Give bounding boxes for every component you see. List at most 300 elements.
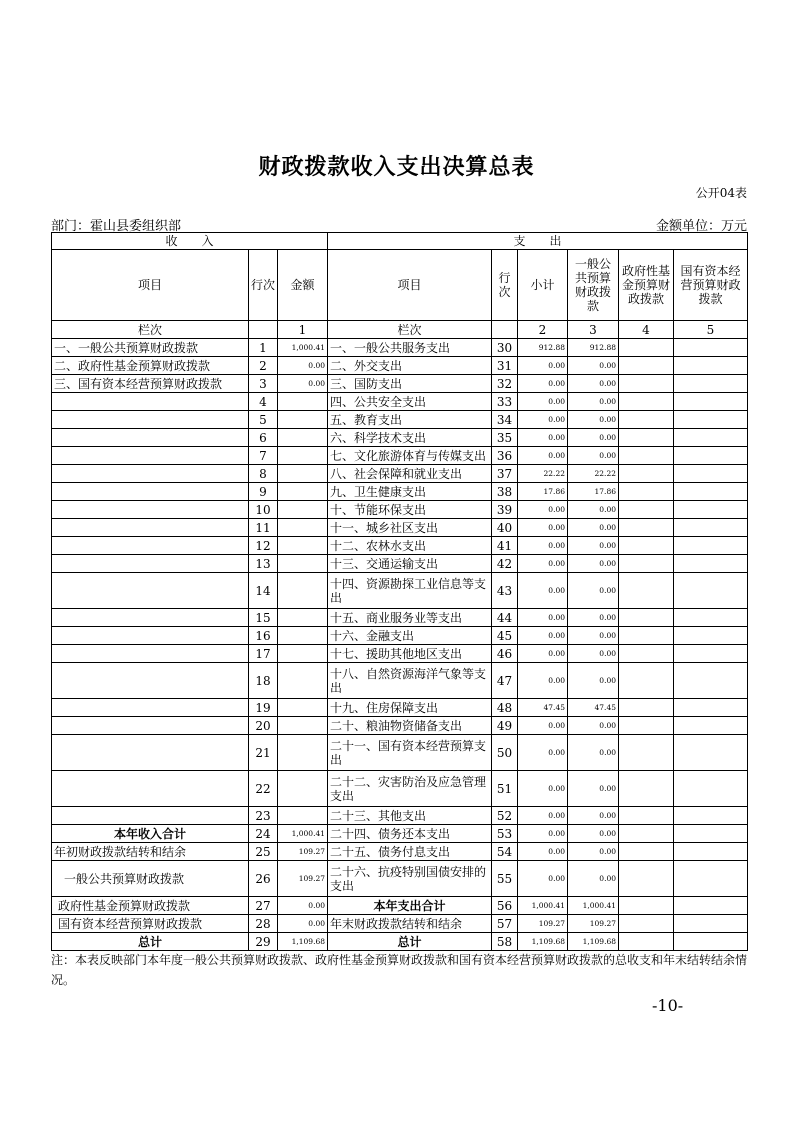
subtotal-amount: 0.00 (518, 861, 568, 897)
expense-item: 十七、援助其他地区支出 (328, 645, 492, 663)
table-row (52, 645, 748, 663)
general-budget-amount: 0.00 (568, 573, 619, 609)
table-row (52, 519, 748, 537)
income-amount (278, 519, 328, 537)
col-1: 1 (278, 321, 328, 339)
expense-item: 九、卫生健康支出 (328, 483, 492, 501)
table-row (52, 699, 748, 717)
state-capital-amount (674, 843, 748, 861)
column-number-row (52, 321, 748, 339)
expense-item: 十八、自然资源海洋气象等支出 (328, 663, 492, 699)
expense-item: 二十、粮油物资储备支出 (328, 717, 492, 735)
income-row-no: 20 (249, 717, 278, 735)
expense-item: 四、公共安全支出 (328, 393, 492, 411)
income-row-no: 16 (249, 627, 278, 645)
income-item (52, 519, 249, 537)
income-item: 本年收入合计 (52, 825, 249, 843)
empty-cell (249, 321, 278, 339)
gov-fund-amount (619, 717, 674, 735)
income-item (52, 411, 249, 429)
general-budget-amount: 1,109.68 (568, 933, 619, 951)
expense-row-no: 39 (492, 501, 518, 519)
table-row (52, 393, 748, 411)
income-amount (278, 573, 328, 609)
section-header-row (52, 233, 748, 250)
state-capital-amount (674, 645, 748, 663)
expense-row-no: 51 (492, 771, 518, 807)
expense-row-no: 48 (492, 699, 518, 717)
state-capital-amount (674, 393, 748, 411)
department-label: 部门：霍山县委组织部 (51, 219, 182, 234)
expense-row-no: 49 (492, 717, 518, 735)
income-item (52, 717, 249, 735)
subtotal-amount: 0.00 (518, 537, 568, 555)
state-capital-amount (674, 357, 748, 375)
table-row (52, 573, 748, 609)
budget-table (51, 232, 748, 951)
expense-item: 七、文化旅游体育与传媒支出 (328, 447, 492, 465)
general-budget-amount: 0.00 (568, 519, 619, 537)
table-row (52, 663, 748, 699)
gov-fund-amount (619, 861, 674, 897)
gov-fund-amount (619, 645, 674, 663)
table-row (52, 825, 748, 843)
income-amount (278, 609, 328, 627)
column-header-row (52, 250, 748, 321)
state-capital-amount (674, 735, 748, 771)
table-row (52, 861, 748, 897)
income-amount (278, 447, 328, 465)
income-item (52, 771, 249, 807)
expense-item: 十一、城乡社区支出 (328, 519, 492, 537)
unit-label: 金额单位：万元 (655, 219, 747, 234)
expense-item: 十五、商业服务业等支出 (328, 609, 492, 627)
expense-item: 年末财政拨款结转和结余 (328, 915, 492, 933)
income-amount: 109.27 (278, 843, 328, 861)
gov-fund-amount (619, 663, 674, 699)
expense-item: 二、外交支出 (328, 357, 492, 375)
page-number: -10- (652, 996, 684, 1015)
expense-row-no: 30 (492, 339, 518, 357)
income-row-no: 2 (249, 357, 278, 375)
income-row-no: 9 (249, 483, 278, 501)
income-header: 收 入 (52, 233, 328, 250)
general-budget-amount: 0.00 (568, 555, 619, 573)
income-item (52, 609, 249, 627)
expense-row-no: 50 (492, 735, 518, 771)
state-capital-amount (674, 429, 748, 447)
income-item (52, 429, 249, 447)
gov-fund-amount (619, 555, 674, 573)
expense-item: 十九、住房保障支出 (328, 699, 492, 717)
expense-row-no: 32 (492, 375, 518, 393)
income-amount: 0.00 (278, 375, 328, 393)
table-row (52, 411, 748, 429)
expense-item: 十二、农林水支出 (328, 537, 492, 555)
expense-row-no: 36 (492, 447, 518, 465)
subtotal-header: 小计 (518, 250, 568, 321)
table-row (52, 357, 748, 375)
income-row-no: 11 (249, 519, 278, 537)
general-budget-amount: 0.00 (568, 861, 619, 897)
general-budget-amount: 0.00 (568, 645, 619, 663)
income-row-no: 15 (249, 609, 278, 627)
income-amount: 0.00 (278, 915, 328, 933)
gov-fund-amount (619, 897, 674, 915)
subtotal-amount: 912.88 (518, 339, 568, 357)
gov-fund-amount (619, 519, 674, 537)
state-capital-amount (674, 699, 748, 717)
income-item: 一般公共预算财政拨款 (52, 861, 249, 897)
gov-fund-header: 政府性基金预算财政拨款 (619, 250, 674, 321)
subtotal-amount: 47.45 (518, 699, 568, 717)
expense-item: 六、科学技术支出 (328, 429, 492, 447)
income-row-no: 18 (249, 663, 278, 699)
expense-row-no: 52 (492, 807, 518, 825)
subtotal-amount: 0.00 (518, 735, 568, 771)
income-amount-header: 金额 (278, 250, 328, 321)
subtotal-amount: 0.00 (518, 663, 568, 699)
income-item (52, 537, 249, 555)
expense-row-no: 46 (492, 645, 518, 663)
expense-item: 三、国防支出 (328, 375, 492, 393)
expense-item: 二十三、其他支出 (328, 807, 492, 825)
income-item: 二、政府性基金预算财政拨款 (52, 357, 249, 375)
state-capital-amount (674, 933, 748, 951)
expense-header: 支 出 (328, 233, 748, 250)
expense-row-no: 31 (492, 357, 518, 375)
income-amount: 1,000.41 (278, 339, 328, 357)
income-row-no: 22 (249, 771, 278, 807)
income-item (52, 555, 249, 573)
gov-fund-amount (619, 339, 674, 357)
gov-fund-amount (619, 735, 674, 771)
state-capital-amount (674, 897, 748, 915)
gov-fund-amount (619, 627, 674, 645)
subtotal-amount: 0.00 (518, 393, 568, 411)
income-amount (278, 645, 328, 663)
general-budget-amount: 0.00 (568, 501, 619, 519)
expense-row-no: 33 (492, 393, 518, 411)
expense-item: 二十二、灾害防治及应急管理支出 (328, 771, 492, 807)
general-budget-amount: 912.88 (568, 339, 619, 357)
subtotal-amount: 0.00 (518, 555, 568, 573)
expense-row-no: 57 (492, 915, 518, 933)
general-budget-amount: 22.22 (568, 465, 619, 483)
income-row-no: 6 (249, 429, 278, 447)
income-row-no: 3 (249, 375, 278, 393)
expense-row-no: 47 (492, 663, 518, 699)
income-item (52, 699, 249, 717)
income-amount (278, 735, 328, 771)
income-row-no: 12 (249, 537, 278, 555)
subtotal-amount: 0.00 (518, 411, 568, 429)
expense-item: 十、节能环保支出 (328, 501, 492, 519)
gov-fund-amount (619, 771, 674, 807)
gov-fund-amount (619, 393, 674, 411)
table-row (52, 915, 748, 933)
income-item: 国有资本经营预算财政拨款 (52, 915, 249, 933)
expense-row-no: 54 (492, 843, 518, 861)
expense-item: 一、一般公共服务支出 (328, 339, 492, 357)
table-row (52, 771, 748, 807)
gov-fund-amount (619, 429, 674, 447)
subtotal-amount: 0.00 (518, 357, 568, 375)
general-budget-amount: 0.00 (568, 609, 619, 627)
general-budget-amount: 0.00 (568, 807, 619, 825)
table-row (52, 807, 748, 825)
state-capital-amount (674, 501, 748, 519)
general-budget-amount: 0.00 (568, 537, 619, 555)
income-amount (278, 627, 328, 645)
state-capital-amount (674, 861, 748, 897)
income-amount (278, 699, 328, 717)
page-title: 财政拨款收入支出决算总表 (258, 154, 535, 180)
state-capital-amount (674, 375, 748, 393)
subtotal-amount: 0.00 (518, 627, 568, 645)
subtotal-amount: 0.00 (518, 447, 568, 465)
income-item (52, 627, 249, 645)
income-item: 一、一般公共预算财政拨款 (52, 339, 249, 357)
expense-row-no: 58 (492, 933, 518, 951)
subtotal-amount: 0.00 (518, 519, 568, 537)
expense-item-header: 项目 (328, 250, 492, 321)
income-amount: 1,000.41 (278, 825, 328, 843)
expense-row-no: 38 (492, 483, 518, 501)
gov-fund-amount (619, 537, 674, 555)
state-capital-amount (674, 411, 748, 429)
income-row-no: 13 (249, 555, 278, 573)
gov-fund-amount (619, 843, 674, 861)
income-amount (278, 663, 328, 699)
state-capital-amount (674, 339, 748, 357)
state-capital-amount (674, 663, 748, 699)
gov-fund-amount (619, 699, 674, 717)
income-row-no: 14 (249, 573, 278, 609)
subtotal-amount: 0.00 (518, 375, 568, 393)
income-row-no: 25 (249, 843, 278, 861)
income-row-no: 7 (249, 447, 278, 465)
income-amount: 109.27 (278, 861, 328, 897)
expense-row-no: 44 (492, 609, 518, 627)
general-budget-amount: 0.00 (568, 663, 619, 699)
expense-row-no: 55 (492, 861, 518, 897)
income-row-no: 4 (249, 393, 278, 411)
gov-fund-amount (619, 411, 674, 429)
expense-row-no: 56 (492, 897, 518, 915)
gov-fund-amount (619, 465, 674, 483)
general-budget-amount: 0.00 (568, 717, 619, 735)
income-item (52, 573, 249, 609)
income-amount (278, 465, 328, 483)
subtotal-amount: 0.00 (518, 429, 568, 447)
income-item: 政府性基金预算财政拨款 (52, 897, 249, 915)
expense-row-no-header: 行次 (492, 250, 518, 321)
expense-row-no: 34 (492, 411, 518, 429)
income-item (52, 393, 249, 411)
income-item (52, 807, 249, 825)
col-3: 3 (568, 321, 619, 339)
expense-item: 八、社会保障和就业支出 (328, 465, 492, 483)
col-4: 4 (619, 321, 674, 339)
expense-item: 二十六、抗疫特别国债安排的支出 (328, 861, 492, 897)
income-amount (278, 771, 328, 807)
income-amount (278, 393, 328, 411)
state-capital-amount (674, 609, 748, 627)
income-row-no: 27 (249, 897, 278, 915)
income-amount (278, 555, 328, 573)
expense-item: 二十四、债务还本支出 (328, 825, 492, 843)
state-capital-amount (674, 807, 748, 825)
general-budget-amount: 0.00 (568, 735, 619, 771)
gov-fund-amount (619, 501, 674, 519)
gov-fund-amount (619, 609, 674, 627)
state-capital-amount (674, 915, 748, 933)
state-capital-amount (674, 717, 748, 735)
expense-item: 十三、交通运输支出 (328, 555, 492, 573)
state-capital-amount (674, 573, 748, 609)
state-capital-amount (674, 465, 748, 483)
column-no-label: 栏次 (328, 321, 492, 339)
expense-item: 十四、资源勘探工业信息等支出 (328, 573, 492, 609)
table-row (52, 483, 748, 501)
subtotal-amount: 17.86 (518, 483, 568, 501)
table-row (52, 843, 748, 861)
general-budget-amount: 109.27 (568, 915, 619, 933)
table-row (52, 447, 748, 465)
gov-fund-amount (619, 483, 674, 501)
subtotal-amount: 1,109.68 (518, 933, 568, 951)
state-capital-amount (674, 771, 748, 807)
gov-fund-amount (619, 915, 674, 933)
income-row-no: 23 (249, 807, 278, 825)
expense-row-no: 45 (492, 627, 518, 645)
expense-row-no: 37 (492, 465, 518, 483)
expense-row-no: 53 (492, 825, 518, 843)
income-item (52, 645, 249, 663)
gov-fund-amount (619, 357, 674, 375)
expense-item: 本年支出合计 (328, 897, 492, 915)
table-row (52, 375, 748, 393)
expense-item: 总计 (328, 933, 492, 951)
gov-fund-amount (619, 933, 674, 951)
income-item-header: 项目 (52, 250, 249, 321)
income-amount (278, 501, 328, 519)
subtotal-amount: 0.00 (518, 573, 568, 609)
table-row (52, 339, 748, 357)
gov-fund-amount (619, 447, 674, 465)
table-row (52, 429, 748, 447)
general-budget-amount: 17.86 (568, 483, 619, 501)
general-budget-amount: 0.00 (568, 375, 619, 393)
expense-item: 二十一、国有资本经营预算支出 (328, 735, 492, 771)
subtotal-amount: 0.00 (518, 771, 568, 807)
income-amount (278, 717, 328, 735)
col-5: 5 (674, 321, 748, 339)
general-budget-amount: 0.00 (568, 771, 619, 807)
state-capital-amount (674, 483, 748, 501)
subtotal-amount: 0.00 (518, 717, 568, 735)
expense-row-no: 43 (492, 573, 518, 609)
expense-row-no: 40 (492, 519, 518, 537)
income-item: 年初财政拨款结转和结余 (52, 843, 249, 861)
subtotal-amount: 0.00 (518, 645, 568, 663)
income-row-no: 28 (249, 915, 278, 933)
general-budget-amount: 47.45 (568, 699, 619, 717)
table-row (52, 933, 748, 951)
general-budget-amount: 0.00 (568, 393, 619, 411)
table-row (52, 627, 748, 645)
table-row (52, 555, 748, 573)
general-budget-amount: 1,000.41 (568, 897, 619, 915)
income-item: 三、国有资本经营预算财政拨款 (52, 375, 249, 393)
expense-row-no: 41 (492, 537, 518, 555)
income-row-no: 17 (249, 645, 278, 663)
income-item (52, 447, 249, 465)
general-budget-header: 一般公共预算财政拨款 (568, 250, 619, 321)
income-item (52, 483, 249, 501)
income-row-no: 19 (249, 699, 278, 717)
income-item (52, 663, 249, 699)
expense-item: 五、教育支出 (328, 411, 492, 429)
table-row (52, 465, 748, 483)
gov-fund-amount (619, 825, 674, 843)
subtotal-amount: 0.00 (518, 825, 568, 843)
income-item: 总计 (52, 933, 249, 951)
income-amount (278, 411, 328, 429)
table-row (52, 717, 748, 735)
income-amount (278, 483, 328, 501)
state-capital-amount (674, 447, 748, 465)
state-capital-header: 国有资本经营预算财政拨款 (674, 250, 748, 321)
income-row-no-header: 行次 (249, 250, 278, 321)
table-row (52, 537, 748, 555)
income-row-no: 26 (249, 861, 278, 897)
state-capital-amount (674, 519, 748, 537)
gov-fund-amount (619, 375, 674, 393)
income-row-no: 24 (249, 825, 278, 843)
income-row-no: 21 (249, 735, 278, 771)
state-capital-amount (674, 627, 748, 645)
income-row-no: 1 (249, 339, 278, 357)
general-budget-amount: 0.00 (568, 825, 619, 843)
gov-fund-amount (619, 573, 674, 609)
income-amount: 0.00 (278, 897, 328, 915)
income-amount (278, 537, 328, 555)
state-capital-amount (674, 825, 748, 843)
table-row (52, 501, 748, 519)
subtotal-amount: 0.00 (518, 807, 568, 825)
general-budget-amount: 0.00 (568, 411, 619, 429)
income-row-no: 5 (249, 411, 278, 429)
subtotal-amount: 22.22 (518, 465, 568, 483)
income-item (52, 735, 249, 771)
column-no-label: 栏次 (52, 321, 249, 339)
general-budget-amount: 0.00 (568, 627, 619, 645)
general-budget-amount: 0.00 (568, 429, 619, 447)
income-row-no: 8 (249, 465, 278, 483)
state-capital-amount (674, 537, 748, 555)
general-budget-amount: 0.00 (568, 447, 619, 465)
expense-item: 十六、金融支出 (328, 627, 492, 645)
state-capital-amount (674, 555, 748, 573)
general-budget-amount: 0.00 (568, 357, 619, 375)
subtotal-amount: 1,000.41 (518, 897, 568, 915)
income-amount (278, 807, 328, 825)
table-row (52, 609, 748, 627)
table-row (52, 897, 748, 915)
subtotal-amount: 109.27 (518, 915, 568, 933)
